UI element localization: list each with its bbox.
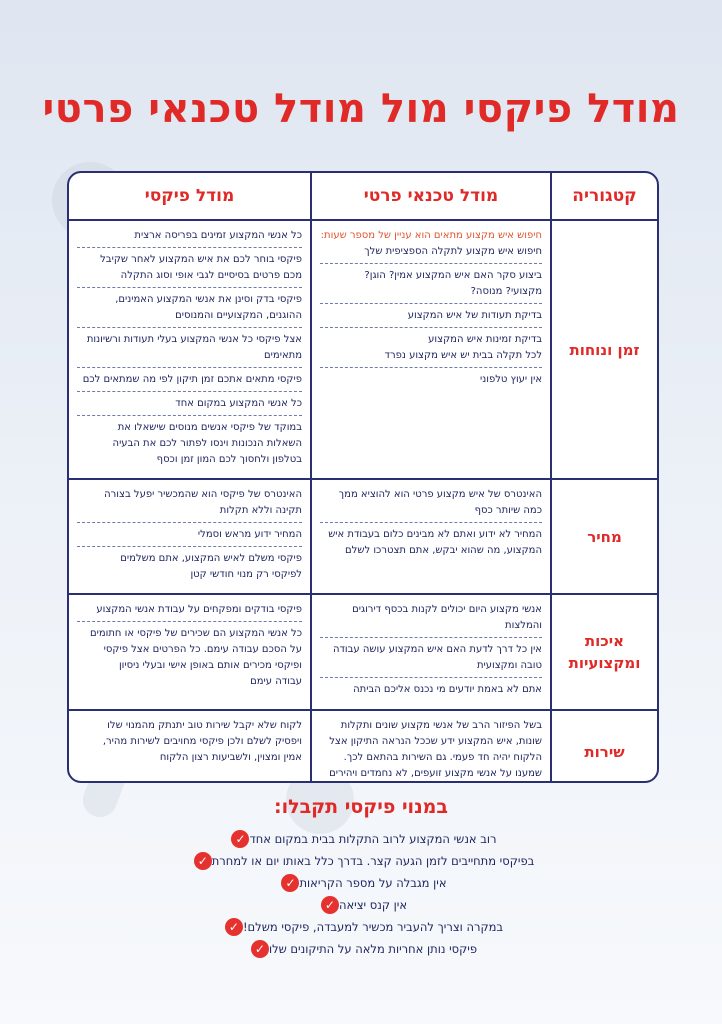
- header-category: קטגוריה: [551, 173, 657, 220]
- cell-text: המקצוע, מה שהוא יבקש, אתם תצטרכו לשלם: [345, 545, 542, 556]
- fixi-cell: [69, 220, 311, 479]
- bullet-group: [77, 227, 302, 248]
- cell-text: כל אנשי המקצוע זמינים בפריסה ארצית: [134, 230, 302, 241]
- cell-text: טובה ומקצועית: [476, 660, 542, 671]
- bullet-group: [77, 251, 302, 288]
- header-fixi: מודל פיקסי: [69, 173, 311, 220]
- benefit-text: אין מגבלה על מספר הקריאות: [299, 876, 447, 890]
- category-cell: שירות: [551, 710, 657, 783]
- bullet-group: [320, 717, 542, 783]
- bullet-group: [320, 681, 542, 701]
- fixi-cell: [69, 710, 311, 783]
- cell-text: לכל תקלה בבית יש איש מקצוע נפרד: [384, 350, 542, 361]
- cell-text: המחיר ידוע מראש וסמלי: [197, 529, 302, 540]
- cell-text: ויפסיק לשלם ולכן פיקסי מחויבים לשירות מהיר,: [102, 736, 302, 747]
- cell-text: כמה שיותר כסף: [474, 505, 542, 516]
- benefit-text: במקרה וצריך להעביר מכשיר למעבדה, פיקסי משלם!: [242, 920, 504, 934]
- comparison-table: [67, 171, 659, 783]
- bullet-group: [320, 371, 542, 391]
- cell-text: בדיקת תעודות של איש המקצוע: [407, 310, 542, 321]
- cell-text: מקצועי? מנוסה?: [470, 286, 542, 297]
- table-row: [69, 220, 657, 479]
- cell-text: אצל פיקסי כל אנשי המקצוע בעלי תעודות ורשיונות: [86, 334, 302, 345]
- check-icon: ✓: [231, 830, 249, 848]
- benefit-item: [0, 938, 722, 960]
- cell-text: השאלות הנכונות וינסו לפתור לכם את הבעיה: [112, 438, 302, 449]
- check-icon: ✓: [251, 940, 269, 958]
- header-private-technician: מודל טכנאי פרטי: [311, 173, 551, 220]
- cell-text: בדיקת זמינות איש המקצוע: [428, 334, 542, 345]
- cell-text: פיקסי בדק וסינן את אנשי המקצוע האמינים,: [115, 294, 302, 305]
- table-row: [69, 479, 657, 594]
- cell-text: מכם פרטים בסיסיים לגבי אופי וסוג התקלה: [120, 270, 302, 281]
- check-icon: ✓: [321, 896, 339, 914]
- cell-text: בטלפון ולחסוך לכם המון זמן וכסף: [156, 454, 302, 465]
- bullet-group: [77, 331, 302, 368]
- bullet-group: [320, 227, 542, 264]
- cell-text: המחיר לא ידוע ואתם לא מבינים כלום בעבודת איש: [328, 529, 542, 540]
- check-icon: ✓: [194, 852, 212, 870]
- fixi-cell: [69, 594, 311, 710]
- cell-text: האינטרס של פיקסי הוא שהמכשיר יפעל בצורה: [104, 489, 302, 500]
- benefit-item: [0, 894, 722, 916]
- table-row: [69, 710, 657, 783]
- bullet-group: [320, 267, 542, 304]
- benefit-text: בפיקסי מתחייבים לזמן הגעה קצר. בדרך כלל באותו יום או למחרת: [211, 854, 535, 868]
- cell-text: לפיקסי רק מנוי חודשי קטן: [190, 569, 302, 580]
- category-cell: זמן ונוחות: [551, 220, 657, 479]
- private-technician-cell: [311, 220, 551, 479]
- private-technician-cell: [311, 594, 551, 710]
- check-icon: ✓: [281, 874, 299, 892]
- cell-text: אמין ומצוין, ולשביעות רצון הלקוח: [159, 752, 302, 763]
- bullet-group: [77, 419, 302, 471]
- bullet-group: [320, 526, 542, 562]
- benefits-heading: במנוי פיקסי תקבלו:: [273, 796, 449, 818]
- cell-text: פיקסי בודקים ומפקחים על עבודת אנשי המקצוע: [96, 604, 302, 615]
- bullet-group: [320, 601, 542, 638]
- highlight-text: חיפוש איש מקצוע מתאים הוא עניין של מספר שעות:: [320, 230, 542, 241]
- category-cell: מחיר: [551, 479, 657, 594]
- cell-text: אין כל דרך לדעת האם איש המקצוע עושה עבודה: [332, 644, 542, 655]
- bullet-group: [77, 371, 302, 392]
- benefit-item: [0, 916, 722, 938]
- cell-text: לקוח שלא יקבל שירות טוב יתנתק מהמנוי שלו: [107, 720, 302, 731]
- category-cell: איכות ומקצועיות: [551, 594, 657, 710]
- cell-text: והמלצות: [505, 620, 542, 631]
- private-technician-cell: [311, 710, 551, 783]
- bullet-group: [320, 307, 542, 328]
- benefit-item: [0, 850, 722, 872]
- cell-text: חיפוש איש מקצוע לתקלה הספציפית שלך: [364, 246, 542, 257]
- bullet-group: [77, 717, 302, 769]
- bullet-group: [77, 526, 302, 547]
- cell-text: שונות, איש המקצוע ידע שככל הנראה התיקון אצל: [329, 736, 542, 747]
- bullet-group: [320, 486, 542, 523]
- cell-text: אתם לא באמת יודעים מי נכנס אליכם הביתה: [353, 684, 542, 695]
- cell-text: על הסכם עבודה עימם. כל הפרטים אצל פיקסי: [103, 644, 302, 655]
- cell-text: כל אנשי המקצוע הם שכירים של פיקסי או חתומים: [89, 628, 302, 639]
- table-row: [69, 594, 657, 710]
- bullet-group: [77, 601, 302, 622]
- cell-text: בשל הפיזור הרב של אנשי מקצוע שונים ותקלות: [340, 720, 542, 731]
- cell-text: פיקסי בוחר לכם את איש המקצוע לאחר שקיבל: [100, 254, 302, 265]
- benefit-text: אין קנס יציאה: [338, 898, 408, 912]
- cell-text: אין יעוץ טלפוני: [480, 374, 542, 385]
- cell-text: ההוגנים, המקצועיים והמנוסים: [175, 310, 302, 321]
- benefit-item: [0, 828, 722, 850]
- bullet-group: [320, 331, 542, 368]
- cell-text: ופיקסי מכירים אותם באופן אישי ובעלי ניסיון: [118, 660, 302, 671]
- cell-text: האינטרס של איש מקצוע פרטי הוא להוציא ממך: [338, 489, 542, 500]
- cell-text: הלקוח יהיה חד פעמי. גם השירות בהתאם לכך.: [343, 752, 542, 763]
- cell-text: במוקד של פיקסי אנשים מנוסים שישאלו את: [117, 422, 302, 433]
- cell-text: פיקסי מתאים אתכם זמן תיקון לפי מה שמתאים לכם: [82, 374, 302, 385]
- benefit-text: פיקסי נותן אחריות מלאה על התיקונים שלו: [268, 942, 478, 956]
- cell-text: ביצוע סקר האם איש המקצוע אמין? הוגן?: [364, 270, 542, 281]
- bullet-group: [77, 625, 302, 693]
- bullet-group: [77, 291, 302, 328]
- private-technician-cell: [311, 479, 551, 594]
- benefit-text: רוב אנשי המקצוע לרוב התקלות בבית במקום אחד: [249, 832, 497, 846]
- benefits-section: [0, 796, 722, 960]
- bullet-group: [320, 641, 542, 678]
- fixi-cell: [69, 479, 311, 594]
- cell-text: אנשי מקצוע היום יכולים לקנות בכסף דירוגים: [352, 604, 542, 615]
- bullet-group: [77, 550, 302, 586]
- page-title: מודל פיקסי מול מודל טכנאי פרטי: [42, 86, 680, 132]
- cell-text: עבודה עימם: [250, 676, 302, 687]
- bullet-group: [77, 395, 302, 416]
- bullet-group: [77, 486, 302, 523]
- cell-text: כל אנשי המקצוע במקום אחד: [175, 398, 302, 409]
- check-icon: ✓: [225, 918, 243, 936]
- cell-text: מתאימים: [264, 350, 302, 361]
- benefit-item: [0, 872, 722, 894]
- cell-text: שמענו על אנשי מקצוע זועפים, לא נחמדים ויהירים: [329, 768, 542, 779]
- cell-text: פיקסי משלם לאיש המקצוע, אתם משלמים: [120, 553, 302, 564]
- cell-text: תקינה וללא תקלות: [219, 505, 302, 516]
